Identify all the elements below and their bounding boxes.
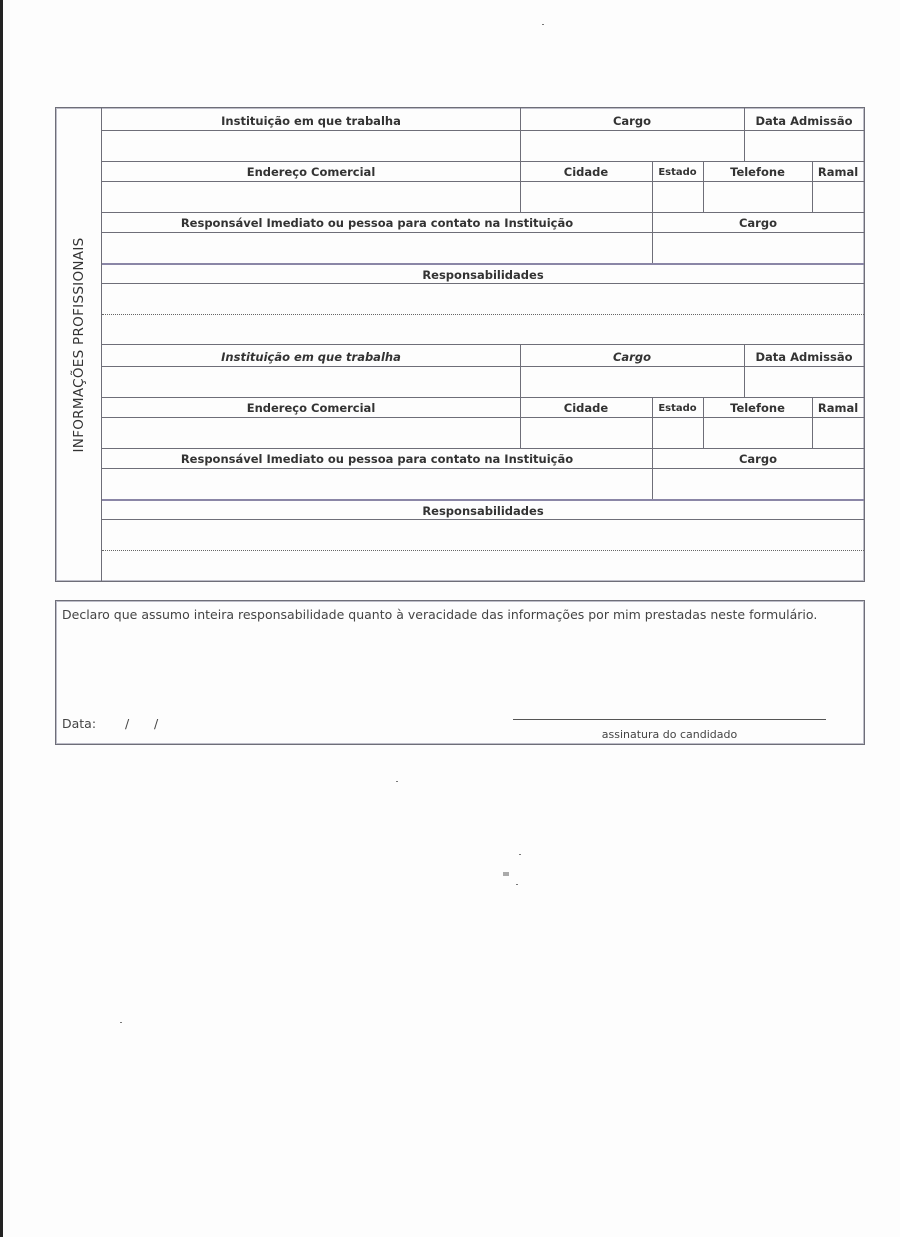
scan-speck <box>120 1022 122 1023</box>
phone-field[interactable] <box>704 418 811 448</box>
responsibilities-field-line-2[interactable] <box>102 551 864 580</box>
supervisor-position-field[interactable] <box>653 233 864 263</box>
responsibilities-field-line-2[interactable] <box>102 315 864 344</box>
signature-line[interactable] <box>513 719 826 720</box>
scan-speck <box>516 884 518 885</box>
extension-field[interactable] <box>813 182 864 212</box>
date-month-field[interactable] <box>132 714 152 732</box>
city-label: Cidade <box>563 165 609 179</box>
state-label: Estado <box>658 167 697 178</box>
address-field[interactable] <box>102 418 520 448</box>
supervisor-position-label: Cargo <box>738 452 777 466</box>
date-day-field[interactable] <box>101 714 123 732</box>
scan-speck <box>519 854 521 855</box>
institution-label: Instituição em que trabalha <box>221 350 401 364</box>
extension-field[interactable] <box>813 418 864 448</box>
supervisor-field[interactable] <box>102 469 651 499</box>
responsibilities-label: Responsabilidades <box>422 504 544 518</box>
admission-date-field[interactable] <box>745 131 864 161</box>
address-field[interactable] <box>102 182 520 212</box>
institution-field[interactable] <box>102 131 520 161</box>
section-title: INFORMAÇÕES PROFISSIONAIS <box>70 237 87 452</box>
date-year-field[interactable] <box>161 714 201 732</box>
institution-field[interactable] <box>102 367 520 397</box>
city-field[interactable] <box>521 182 651 212</box>
admission-date-label: Data Admissão <box>755 114 853 128</box>
position-field[interactable] <box>521 367 743 397</box>
supervisor-position-field[interactable] <box>653 469 864 499</box>
state-field[interactable] <box>653 418 702 448</box>
address-label: Endereço Comercial <box>246 165 376 179</box>
admission-date-field[interactable] <box>745 367 864 397</box>
scan-edge <box>0 0 3 1237</box>
extension-label: Ramal <box>817 401 859 415</box>
state-field[interactable] <box>653 182 702 212</box>
date-label: Data: <box>62 716 97 731</box>
phone-label: Telefone <box>730 165 785 179</box>
date-separator: / <box>125 716 130 731</box>
supervisor-label: Responsável Imediato ou pessoa para contato na Instituição <box>180 452 574 466</box>
extension-label: Ramal <box>817 165 859 179</box>
position-label: Cargo <box>612 114 651 128</box>
phone-field[interactable] <box>704 182 811 212</box>
job-entries-grid <box>102 108 864 581</box>
responsibilities-label: Responsabilidades <box>422 268 544 282</box>
city-label: Cidade <box>563 401 609 415</box>
scan-speck <box>396 781 398 782</box>
phone-label: Telefone <box>730 401 785 415</box>
state-label: Estado <box>658 403 697 414</box>
supervisor-field[interactable] <box>102 233 651 263</box>
position-label: Cargo <box>612 350 651 364</box>
scan-speck <box>503 872 509 876</box>
supervisor-position-label: Cargo <box>738 216 777 230</box>
section-side-label <box>56 108 102 581</box>
supervisor-label: Responsável Imediato ou pessoa para contato na Instituição <box>180 216 574 230</box>
responsibilities-field-line-1[interactable] <box>102 284 864 314</box>
position-field[interactable] <box>521 131 743 161</box>
professional-info-form <box>55 107 865 582</box>
responsibilities-field-line-1[interactable] <box>102 520 864 550</box>
institution-label: Instituição em que trabalha <box>221 114 401 128</box>
declaration-text: Declaro que assumo inteira responsabilidade quanto à veracidade das informações por mim prestadas neste formulário. <box>62 607 818 622</box>
city-field[interactable] <box>521 418 651 448</box>
scan-speck <box>542 24 544 25</box>
date-separator: / <box>154 716 159 731</box>
admission-date-label: Data Admissão <box>755 350 853 364</box>
address-label: Endereço Comercial <box>246 401 376 415</box>
declaration-block <box>55 600 865 745</box>
signature-caption: assinatura do candidado <box>601 728 738 741</box>
